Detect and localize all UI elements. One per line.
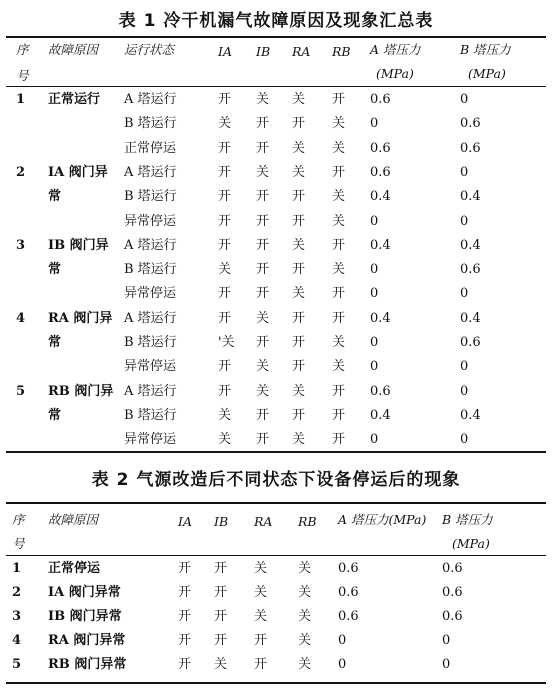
table2-cell-rb: 关 (298, 633, 312, 648)
table1-group-cause: RB 阀门异 (48, 383, 114, 399)
table1-group-cause: IB 阀门异 (48, 237, 109, 253)
table1-cell-ia: 关 (218, 116, 232, 132)
table1-cell-ia: 开 (218, 164, 232, 180)
table1-cell-rb: 关 (332, 116, 346, 132)
table1-cell-state: A 塔运行 (124, 237, 177, 253)
table1-cell-rb: 关 (332, 189, 346, 205)
table1-cell-pressure-b: 0 (460, 213, 469, 229)
table1-cell-pressure-b: 0 (460, 164, 469, 180)
table1-cell-pressure-a: 0 (370, 213, 379, 229)
table1-cell-ia: '关 (218, 335, 235, 350)
table2-header-rb: RB (298, 514, 317, 529)
table1-header-index-2: 号 (16, 68, 29, 83)
table1-cell-pressure-a: 0.6 (370, 92, 391, 107)
table1-cell-rb: 开 (332, 164, 346, 180)
table1-cell-ib: 关 (256, 310, 270, 326)
table1-cell-rb: 关 (332, 335, 346, 350)
table1-cell-state: B 塔运行 (124, 262, 177, 278)
table1-cell-ia: 关 (218, 432, 232, 448)
table2-top-rule (6, 502, 546, 504)
table2-cell-index: 4 (12, 633, 22, 648)
table1-cell-pressure-b: 0 (460, 286, 469, 302)
table1-cell-pressure-a: 0 (370, 286, 379, 302)
table1-cell-pressure-a: 0.6 (370, 383, 391, 399)
table2-cell-ib: 开 (214, 633, 228, 648)
table1-cell-ia: 关 (218, 407, 232, 423)
table1-cell-ra: 开 (292, 262, 306, 278)
table1-cell-ra: 关 (292, 432, 306, 448)
table2-cell-index: 1 (12, 561, 22, 576)
table1-cell-state: 异常停运 (124, 213, 177, 229)
table1-cell-ia: 开 (218, 310, 232, 326)
table1-cell-pressure-b: 0.4 (460, 407, 481, 423)
table1-cell-ia: 开 (218, 92, 232, 107)
table1-header-ib: IB (256, 44, 271, 59)
table1-cell-ib: 开 (256, 140, 270, 156)
table2-header-ra: RA (254, 514, 273, 529)
table1-cell-rb: 关 (332, 140, 346, 156)
table2-cell-ra: 关 (254, 609, 268, 624)
table2-cell-pressure-a: 0 (338, 657, 347, 672)
table1-cell-pressure-b: 0 (460, 432, 469, 448)
table2-cell-pressure-a: 0.6 (338, 585, 359, 600)
table1-cell-ib: 开 (256, 286, 270, 302)
table1-cell-state: B 塔运行 (124, 189, 177, 205)
table1-cell-ib: 关 (256, 359, 270, 375)
table2-header-ib: IB (214, 514, 229, 529)
table1-cell-pressure-b: 0 (460, 359, 469, 375)
table1-cell-state: A 塔运行 (124, 164, 177, 180)
table1-cell-ra: 开 (292, 310, 306, 326)
table2-cell-ra: 开 (254, 633, 268, 648)
table1-cell-ra: 开 (292, 213, 306, 229)
table2-cell-pressure-b: 0.6 (442, 561, 463, 576)
table1-header-cause: 故障原因 (48, 42, 99, 57)
table1-cell-ia: 开 (218, 286, 232, 302)
table1-cell-ib: 关 (256, 92, 270, 107)
table1-cell-pressure-b: 0.4 (460, 237, 481, 253)
table1-cell-ra: 关 (292, 237, 306, 253)
table1-cell-pressure-b: 0.6 (460, 262, 481, 278)
table1-group-cause: RA 阀门异 (48, 310, 113, 326)
table2-cell-rb: 关 (298, 585, 312, 600)
table1-cell-pressure-a: 0 (370, 359, 379, 375)
table2-cell-ib: 开 (214, 561, 228, 576)
table1-cell-ib: 开 (256, 335, 270, 350)
table2-cell-ra: 关 (254, 561, 268, 576)
table2-cell-index: 3 (12, 609, 22, 624)
table2-header-pressure-a: A 塔压力(MPa) (338, 512, 427, 527)
table1-group-index: 2 (16, 164, 26, 180)
table2-cell-rb: 关 (298, 561, 312, 576)
table1-cell-ib: 开 (256, 213, 270, 229)
table2-cell-pressure-b: 0.6 (442, 609, 463, 624)
table1-cell-rb: 开 (332, 92, 346, 107)
table2-cell-pressure-a: 0.6 (338, 609, 359, 624)
table2-header-ia: IA (178, 514, 192, 529)
table2-cell-ia: 开 (178, 609, 192, 624)
table1-header-pressure-b-unit: (MPa) (468, 66, 506, 81)
table1-cell-rb: 开 (332, 407, 346, 423)
table1-cell-state: B 塔运行 (124, 335, 177, 350)
table2-cell-cause: IA 阀门异常 (48, 585, 121, 600)
table1-header-rule (6, 86, 546, 87)
table1-cell-pressure-a: 0 (370, 262, 379, 278)
table1-group-cause: 正常运行 (48, 92, 101, 107)
table2-cell-pressure-a: 0 (338, 633, 347, 648)
table2-cell-ib: 开 (214, 585, 228, 600)
table1-cell-pressure-a: 0.6 (370, 140, 391, 156)
table1-cell-ib: 开 (256, 189, 270, 205)
table2-header-cause: 故障原因 (48, 512, 99, 527)
table1-cell-ra: 关 (292, 140, 306, 156)
table1-header-pressure-a: A 塔压力 (370, 42, 421, 57)
table1-cell-ia: 开 (218, 237, 232, 253)
table1-cell-pressure-a: 0.4 (370, 189, 391, 205)
table1-cell-ra: 关 (292, 286, 306, 302)
table2-cell-pressure-a: 0.6 (338, 561, 359, 576)
table1-cell-pressure-a: 0 (370, 432, 379, 448)
table1-cell-ia: 开 (218, 140, 232, 156)
table1-cell-rb: 开 (332, 383, 346, 399)
table1-cell-rb: 关 (332, 213, 346, 229)
table1-cell-state: B 塔运行 (124, 407, 177, 423)
table1-cell-ra: 开 (292, 359, 306, 375)
table1-cell-pressure-a: 0.4 (370, 407, 391, 423)
table1-group-index: 4 (16, 310, 26, 326)
table1-cell-rb: 开 (332, 432, 346, 448)
table2-cell-rb: 关 (298, 657, 312, 672)
table1-cell-ra: 开 (292, 189, 306, 205)
table1-cell-state: A 塔运行 (124, 92, 177, 107)
table1-cell-state: 异常停运 (124, 432, 177, 448)
table1-group-index: 3 (16, 237, 26, 253)
table1-title: 表 1 冷干机漏气故障原因及现象汇总表 (118, 11, 434, 31)
table1-cell-pressure-b: 0.6 (460, 140, 481, 156)
table1-cell-pressure-a: 0 (370, 335, 379, 350)
table1-cell-state: A 塔运行 (124, 310, 177, 326)
table1-cell-pressure-b: 0.6 (460, 116, 481, 132)
table1-cell-ra: 开 (292, 407, 306, 423)
table1-cell-ra: 关 (292, 164, 306, 180)
table2-cell-ia: 开 (178, 585, 192, 600)
table2-cell-ia: 开 (178, 657, 192, 672)
table1-cell-ia: 开 (218, 189, 232, 205)
table1-header-ra: RA (292, 44, 311, 59)
table1-group-cause: 常 (48, 189, 62, 205)
table1-header-pressure-b: B 塔压力 (460, 42, 511, 57)
table1-header-rb: RB (332, 44, 351, 59)
table1-cell-pressure-b: 0.6 (460, 335, 481, 350)
table1-cell-state: B 塔运行 (124, 116, 177, 132)
table1-cell-rb: 开 (332, 310, 346, 326)
table1-cell-pressure-a: 0 (370, 116, 379, 132)
table1-cell-ia: 开 (218, 383, 232, 399)
table1-cell-pressure-b: 0 (460, 383, 469, 399)
table1-header-ia: IA (218, 44, 232, 59)
table1-cell-ib: 开 (256, 116, 270, 132)
table1-group-index: 5 (16, 383, 26, 399)
table1-cell-ib: 开 (256, 432, 270, 448)
table2-header-pressure-b-unit: (MPa) (452, 536, 490, 551)
table2-cell-ib: 开 (214, 609, 228, 624)
table1-cell-pressure-a: 0.6 (370, 164, 391, 180)
table2-cell-cause: IB 阀门异常 (48, 609, 122, 624)
table1-cell-ia: 开 (218, 359, 232, 375)
table1-cell-pressure-a: 0.4 (370, 237, 391, 253)
table1-cell-ib: 开 (256, 407, 270, 423)
table1-cell-ib: 关 (256, 383, 270, 399)
table2-cell-ia: 开 (178, 633, 192, 648)
table1-cell-state: 异常停运 (124, 286, 177, 302)
table1-cell-ra: 关 (292, 383, 306, 399)
table1-cell-ra: 开 (292, 335, 306, 350)
table2-cell-cause: RB 阀门异常 (48, 657, 127, 672)
table2-cell-rb: 关 (298, 609, 312, 624)
table1-bottom-rule (6, 451, 546, 453)
table1-cell-rb: 关 (332, 262, 346, 278)
table2-cell-cause: 正常停运 (48, 561, 101, 576)
table1-cell-rb: 开 (332, 237, 346, 253)
table2-cell-index: 5 (12, 657, 22, 672)
table1-cell-state: 异常停运 (124, 359, 177, 375)
table1-group-cause: 常 (48, 407, 62, 423)
table1-header-state: 运行状态 (124, 42, 175, 57)
table2-header-rule (6, 555, 546, 556)
table2-bottom-rule (6, 682, 546, 684)
table1-group-cause: 常 (48, 335, 62, 350)
table1-group-index: 1 (16, 92, 26, 107)
table2-header-pressure-b: B 塔压力 (442, 512, 493, 527)
table1-cell-rb: 开 (332, 286, 346, 302)
table2-cell-ib: 关 (214, 657, 228, 672)
table1-cell-ia: 开 (218, 213, 232, 229)
table1-group-cause: 常 (48, 262, 62, 278)
table2-cell-ra: 开 (254, 657, 268, 672)
table1-header-pressure-a-unit: (MPa) (376, 66, 414, 81)
table2-cell-ia: 开 (178, 561, 192, 576)
table1-cell-pressure-a: 0.4 (370, 310, 391, 326)
table2-cell-index: 2 (12, 585, 22, 600)
table1-cell-pressure-b: 0.4 (460, 189, 481, 205)
table2-header-index: 序 (12, 512, 25, 527)
table1-cell-ra: 关 (292, 92, 306, 107)
table1-cell-ib: 关 (256, 164, 270, 180)
table2-cell-pressure-b: 0.6 (442, 585, 463, 600)
table1-header-index: 序 (16, 42, 29, 57)
table1-cell-ia: 关 (218, 262, 232, 278)
table2-cell-cause: RA 阀门异常 (48, 633, 126, 648)
table2-header-index-2: 号 (12, 536, 25, 551)
table1-cell-ib: 开 (256, 237, 270, 253)
table2-cell-ra: 关 (254, 585, 268, 600)
table1-cell-rb: 关 (332, 359, 346, 375)
table2-cell-pressure-b: 0 (442, 633, 451, 648)
table2-cell-pressure-b: 0 (442, 657, 451, 672)
table1-top-rule (6, 36, 546, 38)
table1-group-cause: IA 阀门异 (48, 164, 108, 180)
table1-cell-state: A 塔运行 (124, 383, 177, 399)
table1-cell-pressure-b: 0 (460, 92, 469, 107)
table1-cell-ra: 开 (292, 116, 306, 132)
table2-title: 表 2 气源改造后不同状态下设备停运后的现象 (91, 470, 461, 490)
table1-cell-state: 正常停运 (124, 140, 177, 156)
table1-cell-pressure-b: 0.4 (460, 310, 481, 326)
table1-cell-ib: 开 (256, 262, 270, 278)
